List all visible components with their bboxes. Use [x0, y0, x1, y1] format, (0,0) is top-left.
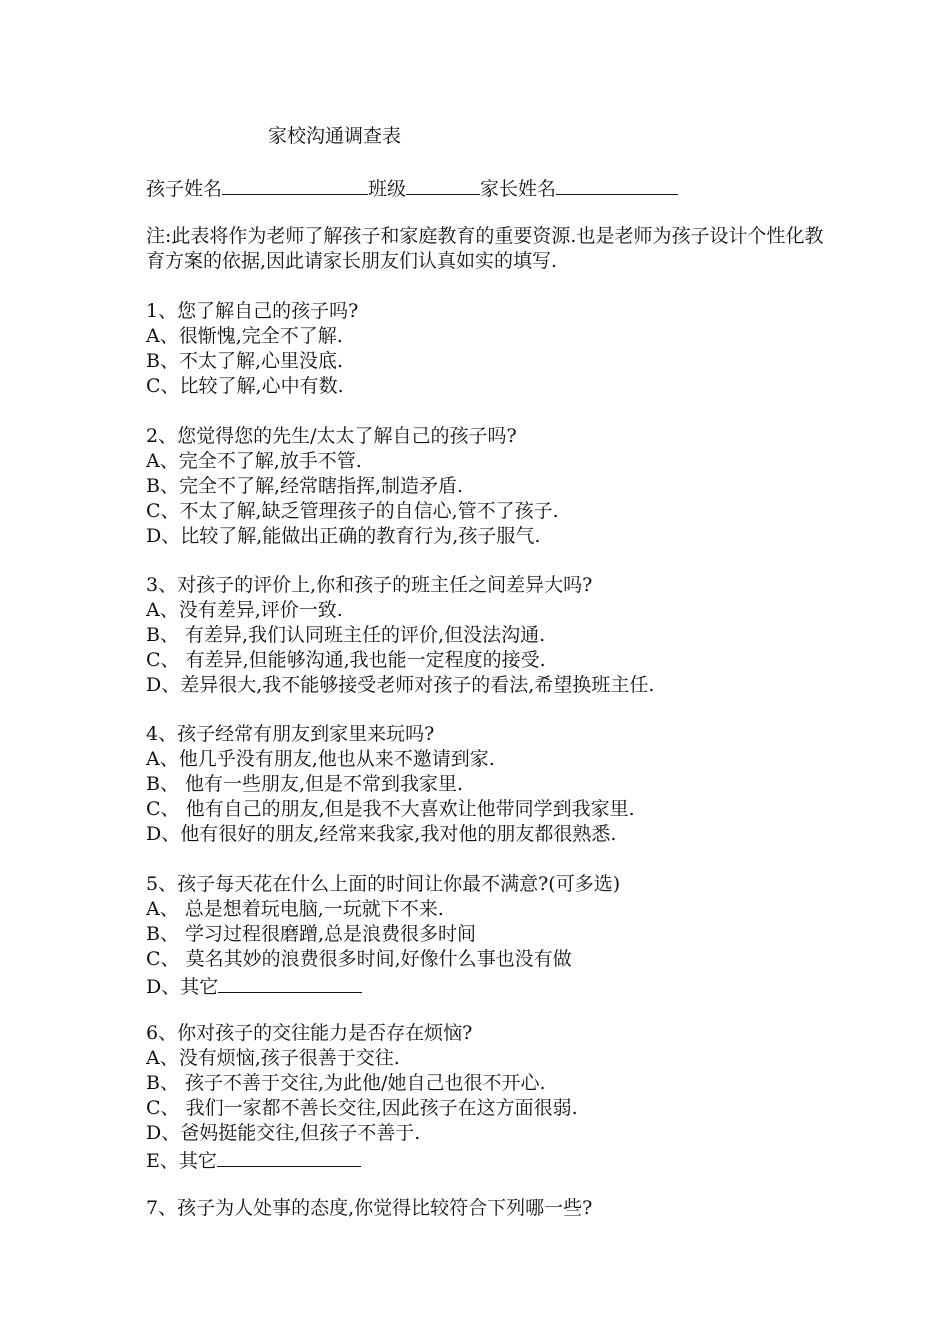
- option-b[interactable]: B、不太了解,心里没底.: [146, 350, 344, 372]
- question-7: [146, 1196, 592, 1221]
- option-b[interactable]: B、 学习过程很磨蹭,总是浪费很多时间: [146, 923, 477, 945]
- option-a[interactable]: A、很惭愧,完全不了解.: [146, 325, 343, 347]
- option-b[interactable]: B、完全不了解,经常瞎指挥,制造矛盾.: [146, 475, 464, 497]
- question-4: [146, 722, 635, 847]
- parent-name-label: 家长姓名: [480, 178, 557, 200]
- question-stem: 7、孩子为人处事的态度,你觉得比较符合下列哪一些?: [146, 1197, 593, 1219]
- question-stem: 3、对孩子的评价上,你和孩子的班主任之间差异大吗?: [146, 574, 593, 596]
- question-1: [146, 299, 358, 399]
- question-stem: 5、孩子每天花在什么上面的时间让你最不满意?(可多选): [146, 873, 621, 895]
- option-b[interactable]: B、 他有一些朋友,但是不常到我家里.: [146, 773, 464, 795]
- option-b[interactable]: B、 孩子不善于交往,为此他/她自己也很不开心.: [146, 1072, 546, 1094]
- option-a[interactable]: A、他几乎没有朋友,他也从来不邀请到家.: [146, 748, 495, 770]
- question-5: [146, 872, 620, 1000]
- option-a[interactable]: A、 总是想着玩电脑,一玩就下不来.: [146, 898, 444, 920]
- question-stem: 6、你对孩子的交往能力是否存在烦恼?: [146, 1022, 473, 1044]
- document-title: 家校沟通调查表: [268, 125, 402, 147]
- option-c[interactable]: C、 我们一家都不善长交往,因此孩子在这方面很弱.: [146, 1097, 578, 1119]
- option-e[interactable]: E、其它: [146, 1150, 217, 1172]
- option-d[interactable]: D、爸妈挺能交往,但孩子不善于.: [146, 1122, 421, 1144]
- option-d[interactable]: D、他有很好的朋友,经常来我家,我对他的朋友都很熟悉.: [146, 823, 617, 845]
- question-2: [146, 424, 559, 549]
- parent-name-blank[interactable]: [556, 174, 678, 195]
- info-line: [146, 174, 678, 202]
- option-c[interactable]: C、 他有自己的朋友,但是我不大喜欢让他带同学到我家里.: [146, 798, 635, 820]
- option-d[interactable]: D、比较了解,能做出正确的教育行为,孩子服气.: [146, 525, 541, 547]
- option-b[interactable]: B、 有差异,我们认同班主任的评价,但没法沟通.: [146, 624, 546, 646]
- other-blank[interactable]: [218, 972, 362, 993]
- class-blank[interactable]: [406, 174, 480, 195]
- option-e-row: [146, 1146, 578, 1174]
- question-3: [146, 573, 654, 698]
- option-a[interactable]: A、没有差异,评价一致.: [146, 599, 343, 621]
- option-a[interactable]: A、完全不了解,放手不管.: [146, 450, 362, 472]
- other-blank[interactable]: [217, 1146, 361, 1167]
- option-c[interactable]: C、 莫名其妙的浪费很多时间,好像什么事也没有做: [146, 948, 572, 970]
- option-c[interactable]: C、 有差异,但能够沟通,我也能一定程度的接受.: [146, 649, 546, 671]
- option-d[interactable]: D、其它: [146, 976, 219, 998]
- question-stem: 2、您觉得您的先生/太太了解自己的孩子吗?: [146, 425, 517, 447]
- option-c[interactable]: C、不太了解,缺乏管理孩子的自信心,管不了孩子.: [146, 500, 559, 522]
- class-label: 班级: [368, 178, 407, 200]
- question-stem: 4、孩子经常有朋友到家里来玩吗?: [146, 723, 435, 745]
- child-name-blank[interactable]: [222, 174, 368, 195]
- question-6: [146, 1021, 578, 1174]
- option-c[interactable]: C、比较了解,心中有数.: [146, 375, 344, 397]
- note-paragraph: 注:此表将作为老师了解孩子和家庭教育的重要资源.也是老师为孩子设计个性化教育方案的依据,因此请家长朋友们认真如实的填写.: [146, 225, 824, 272]
- option-a[interactable]: A、没有烦恼,孩子很善于交往.: [146, 1047, 400, 1069]
- option-d[interactable]: D、差异很大,我不能够接受老师对孩子的看法,希望换班主任.: [146, 674, 655, 696]
- child-name-label: 孩子姓名: [146, 178, 223, 200]
- question-stem: 1、您了解自己的孩子吗?: [146, 300, 359, 322]
- option-d-row: [146, 972, 620, 1000]
